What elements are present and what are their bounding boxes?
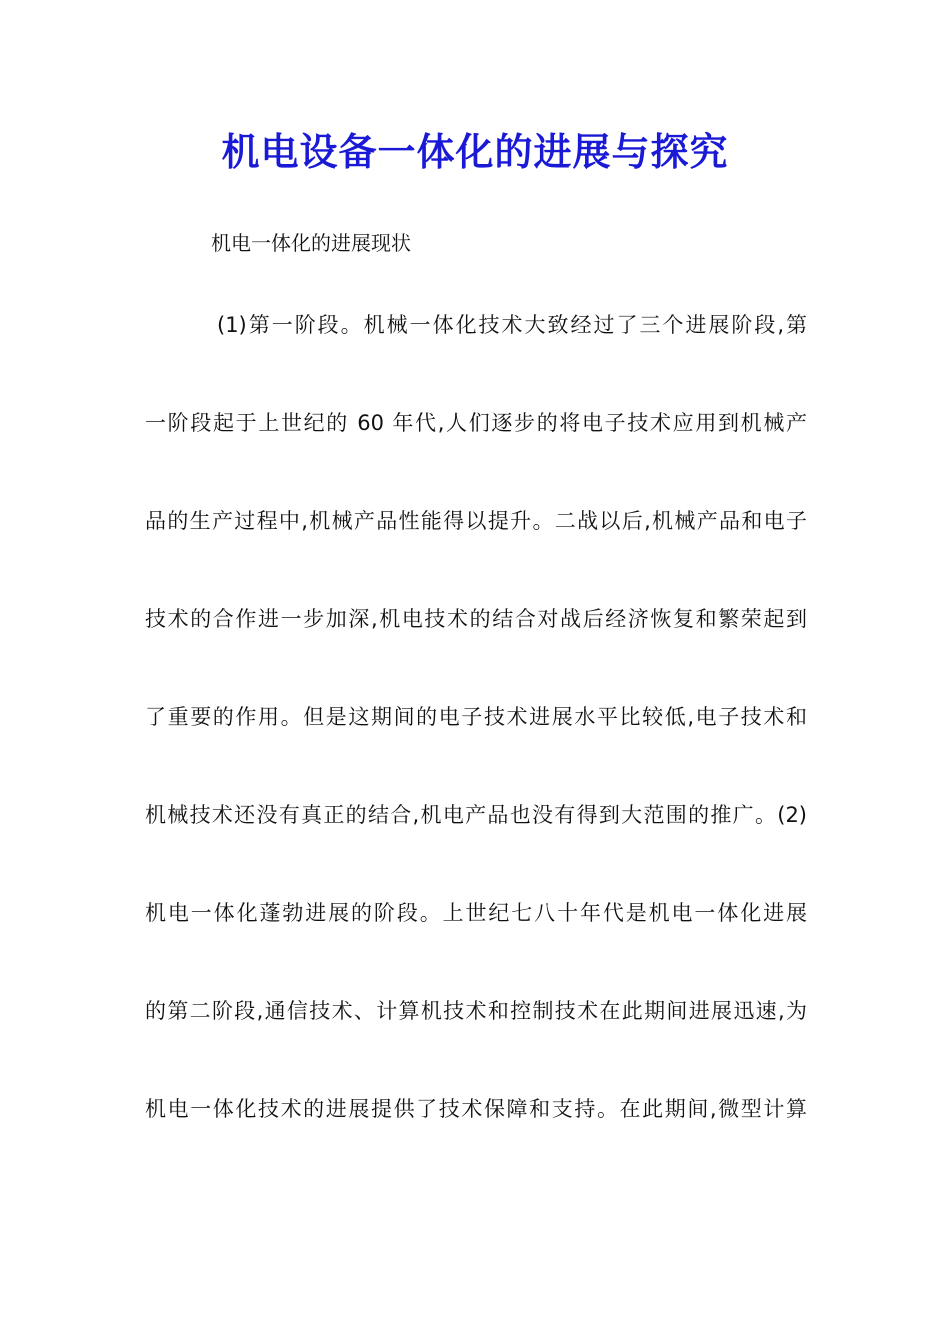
text-line: 机电一体化技术的进展提供了技术保障和支持。在此期间,微型计算 (145, 1097, 807, 1121)
text-line: 机电一体化蓬勃进展的阶段。上世纪七八十年代是机电一体化进展 (145, 901, 807, 925)
text-line: (1)第一阶段。机械一体化技术大致经过了三个进展阶段,第 (217, 313, 807, 337)
body-paragraph (145, 305, 807, 1187)
text-line: 了重要的作用。但是这期间的电子技术进展水平比较低,电子技术和 (145, 705, 807, 729)
text-line: 品的生产过程中,机械产品性能得以提升。二战以后,机械产品和电子 (145, 509, 807, 533)
text-line: 一阶段起于上世纪的 60 年代,人们逐步的将电子技术应用到机械产 (145, 411, 807, 435)
text-line: 机械技术还没有真正的结合,机电产品也没有得到大范围的推广。(2) (145, 803, 807, 827)
section-heading: 机电一体化的进展现状 (211, 231, 411, 255)
text-line: 技术的合作进一步加深,机电技术的结合对战后经济恢复和繁荣起到 (145, 607, 807, 631)
document-title: 机电设备一体化的进展与探究 (221, 129, 729, 174)
text-line: 的第二阶段,通信技术、计算机技术和控制技术在此期间进展迅速,为 (145, 999, 807, 1023)
